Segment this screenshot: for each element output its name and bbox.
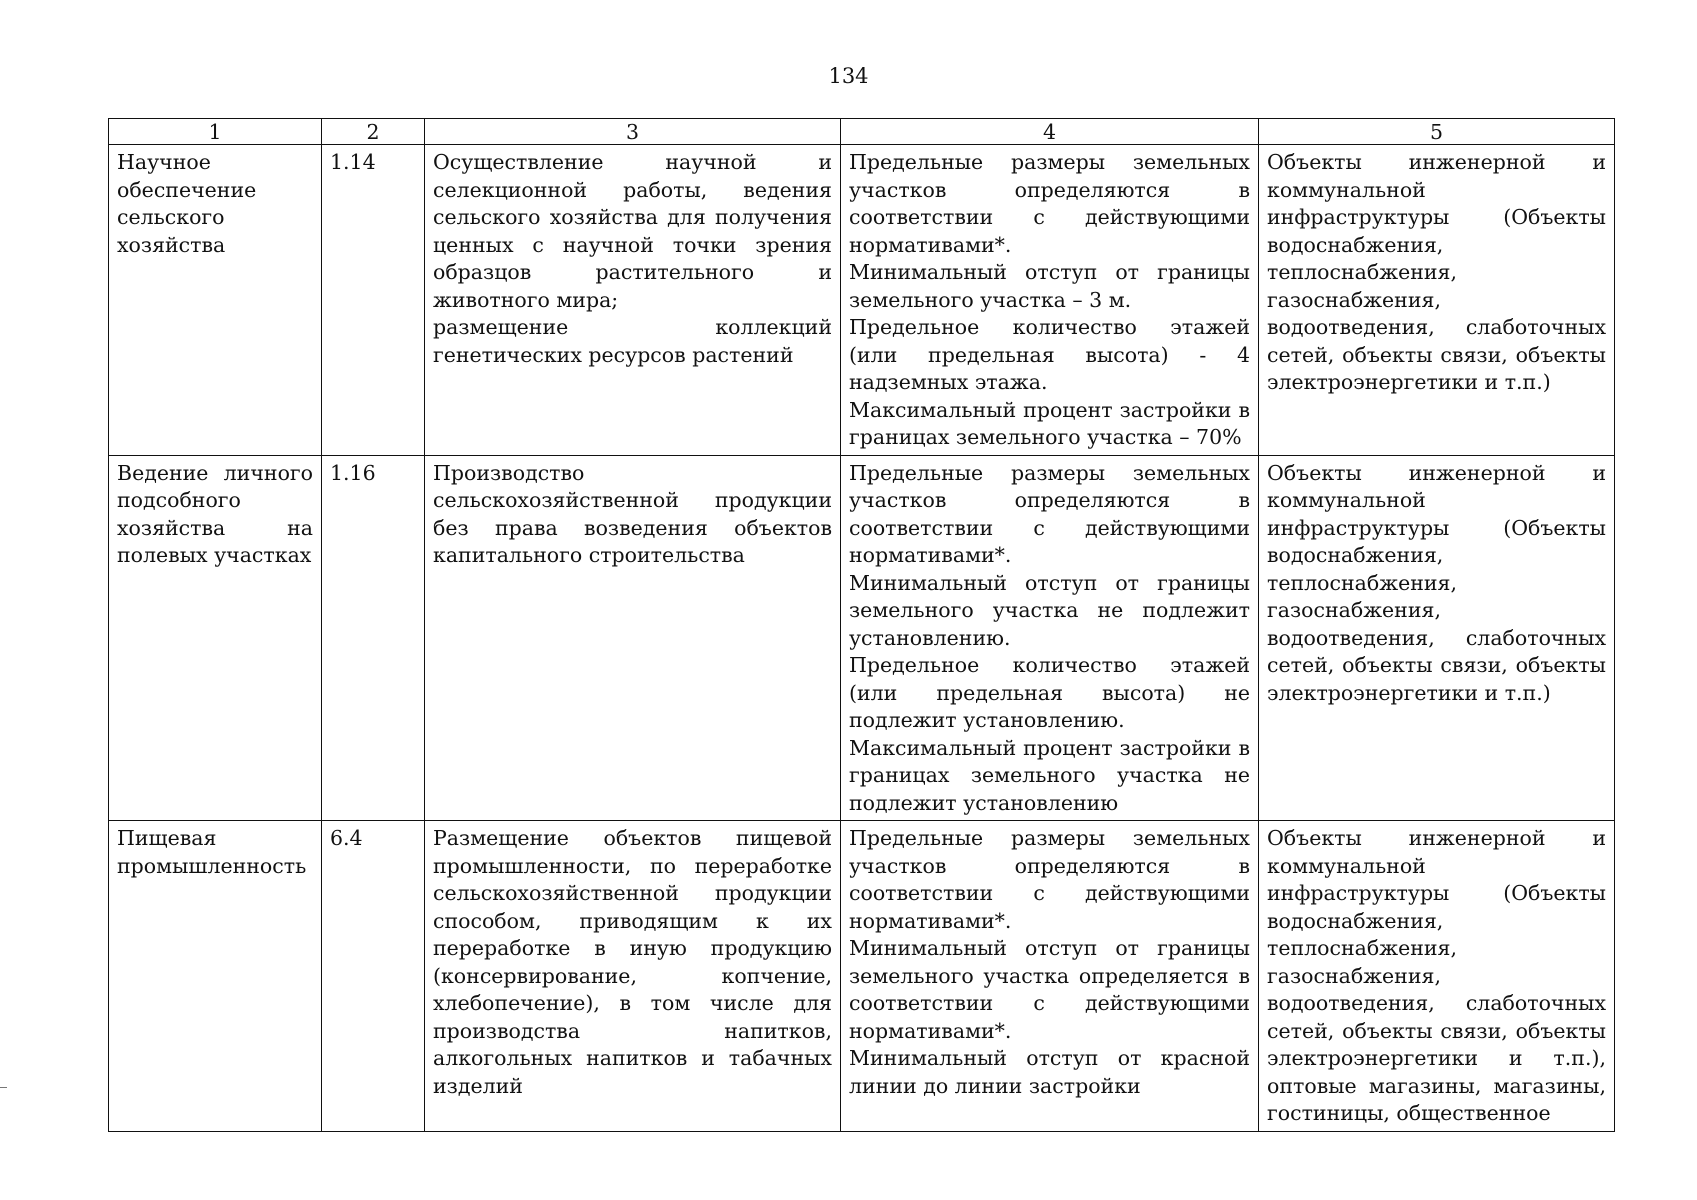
parameter-paragraph: Предельное количество этажей (или предельная высота) не подлежит установлению. (849, 653, 1250, 732)
land-use-code (322, 145, 425, 456)
parameter-paragraph: Минимальный отступ от границы земельного участка не подлежит установлению. (849, 570, 1250, 650)
parameter-paragraph: Минимальный отступ от красной линии до линии застройки (849, 1046, 1250, 1098)
building-parameters (841, 455, 1259, 821)
auxiliary-uses (1259, 145, 1615, 456)
zoning-table (108, 118, 1615, 1132)
land-use-name (109, 455, 322, 821)
column-header-4: 4 (841, 119, 1259, 145)
parameter-paragraph: Предельное количество этажей (или предельная высота) - 4 надземных этажа. (849, 315, 1250, 394)
auxiliary-uses (1259, 455, 1615, 821)
land-use-code (322, 455, 425, 821)
land-use-description (425, 455, 841, 821)
table-row (109, 455, 1615, 821)
land-use-name-text: Научное обеспечение сельского хозяйства (117, 150, 257, 257)
land-use-name (109, 821, 322, 1132)
table-row (109, 145, 1615, 456)
zoning-table-wrapper (108, 118, 1614, 1132)
land-use-name-text: Ведение личного подсобного хозяйства на полевых участках (117, 460, 313, 567)
parameter-paragraph: Предельные размеры земельных участков определяются в соответствии с действующими нормативами*. (849, 150, 1250, 257)
parameter-paragraph: Предельные размеры земельных участков определяются в соответствии с действующими нормативами*. (849, 826, 1250, 933)
land-use-name (109, 145, 322, 456)
land-use-code-text: 1.14 (330, 150, 376, 174)
column-header-3: 3 (425, 119, 841, 145)
scan-edge-mark (0, 1087, 7, 1088)
column-header-5: 5 (1259, 119, 1615, 145)
column-header-1: 1 (109, 119, 322, 145)
parameter-paragraph: Минимальный отступ от границы земельного участка определяется в соответствии с действующими нормативами*. (849, 936, 1250, 1043)
parameter-paragraph: Максимальный процент застройки в границах земельного участка – 70% (849, 397, 1250, 449)
land-use-code-text: 6.4 (330, 826, 363, 850)
land-use-code-text: 1.16 (330, 460, 376, 485)
parameter-paragraph: Минимальный отступ от границы земельного участка – 3 м. (849, 260, 1250, 312)
parameter-paragraph: Максимальный процент застройки в границах земельного участка не подлежит установлению (849, 735, 1250, 815)
parameter-paragraph: Предельные размеры земельных участков определяются в соответствии с действующими нормативами*. (849, 460, 1250, 567)
land-use-description (425, 145, 841, 456)
column-header-2: 2 (322, 119, 425, 145)
description-paragraph: Размещение объектов пищевой промышленности, по переработке сельскохозяйственной продукции способом, приводящим к их переработке в иную продукцию (консервирование, копчение, хлебопечение), в том числе для производства напитков, алкогольных напитков и табачных изделий (433, 826, 832, 1098)
land-use-name-text: Пищевая промышленность (117, 826, 307, 878)
auxiliary-uses (1259, 821, 1615, 1132)
land-use-code (322, 821, 425, 1132)
building-parameters (841, 821, 1259, 1132)
page-number: 134 (828, 64, 869, 88)
description-paragraph: Осуществление научной и селекционной работы, ведения сельского хозяйства для получения ценных с научной точки зрения образцов растительного и животного мира; (433, 150, 832, 312)
table-header-row (109, 119, 1615, 145)
table-row (109, 821, 1615, 1132)
description-paragraph: размещение коллекций генетических ресурсов растений (433, 315, 832, 367)
auxiliary-paragraph: Объекты инженерной и коммунальной инфраструктуры (Объекты водоснабжения, теплоснабжения, газоснабжения, водоотведения, слаботочных сетей, объекты связи, объекты электроэнергетики и т.п.) (1267, 150, 1606, 394)
auxiliary-paragraph: Объекты инженерной и коммунальной инфраструктуры (Объекты водоснабжения, теплоснабжения, газоснабжения, водоотведения, слаботочных сетей, объекты связи, объекты электроэнергетики и т.п.) (1267, 460, 1606, 705)
description-paragraph: Производство сельскохозяйственной продукции без права возведения объектов капитального строительства (433, 460, 832, 567)
auxiliary-paragraph: Объекты инженерной и коммунальной инфраструктуры (Объекты водоснабжения, теплоснабжения, газоснабжения, водоотведения, слаботочных сетей, объекты связи, объекты электроэнергетики и т.п.), оптовые магазины, магазины, гостиницы, общественное (1267, 826, 1606, 1125)
land-use-description (425, 821, 841, 1132)
building-parameters (841, 145, 1259, 456)
